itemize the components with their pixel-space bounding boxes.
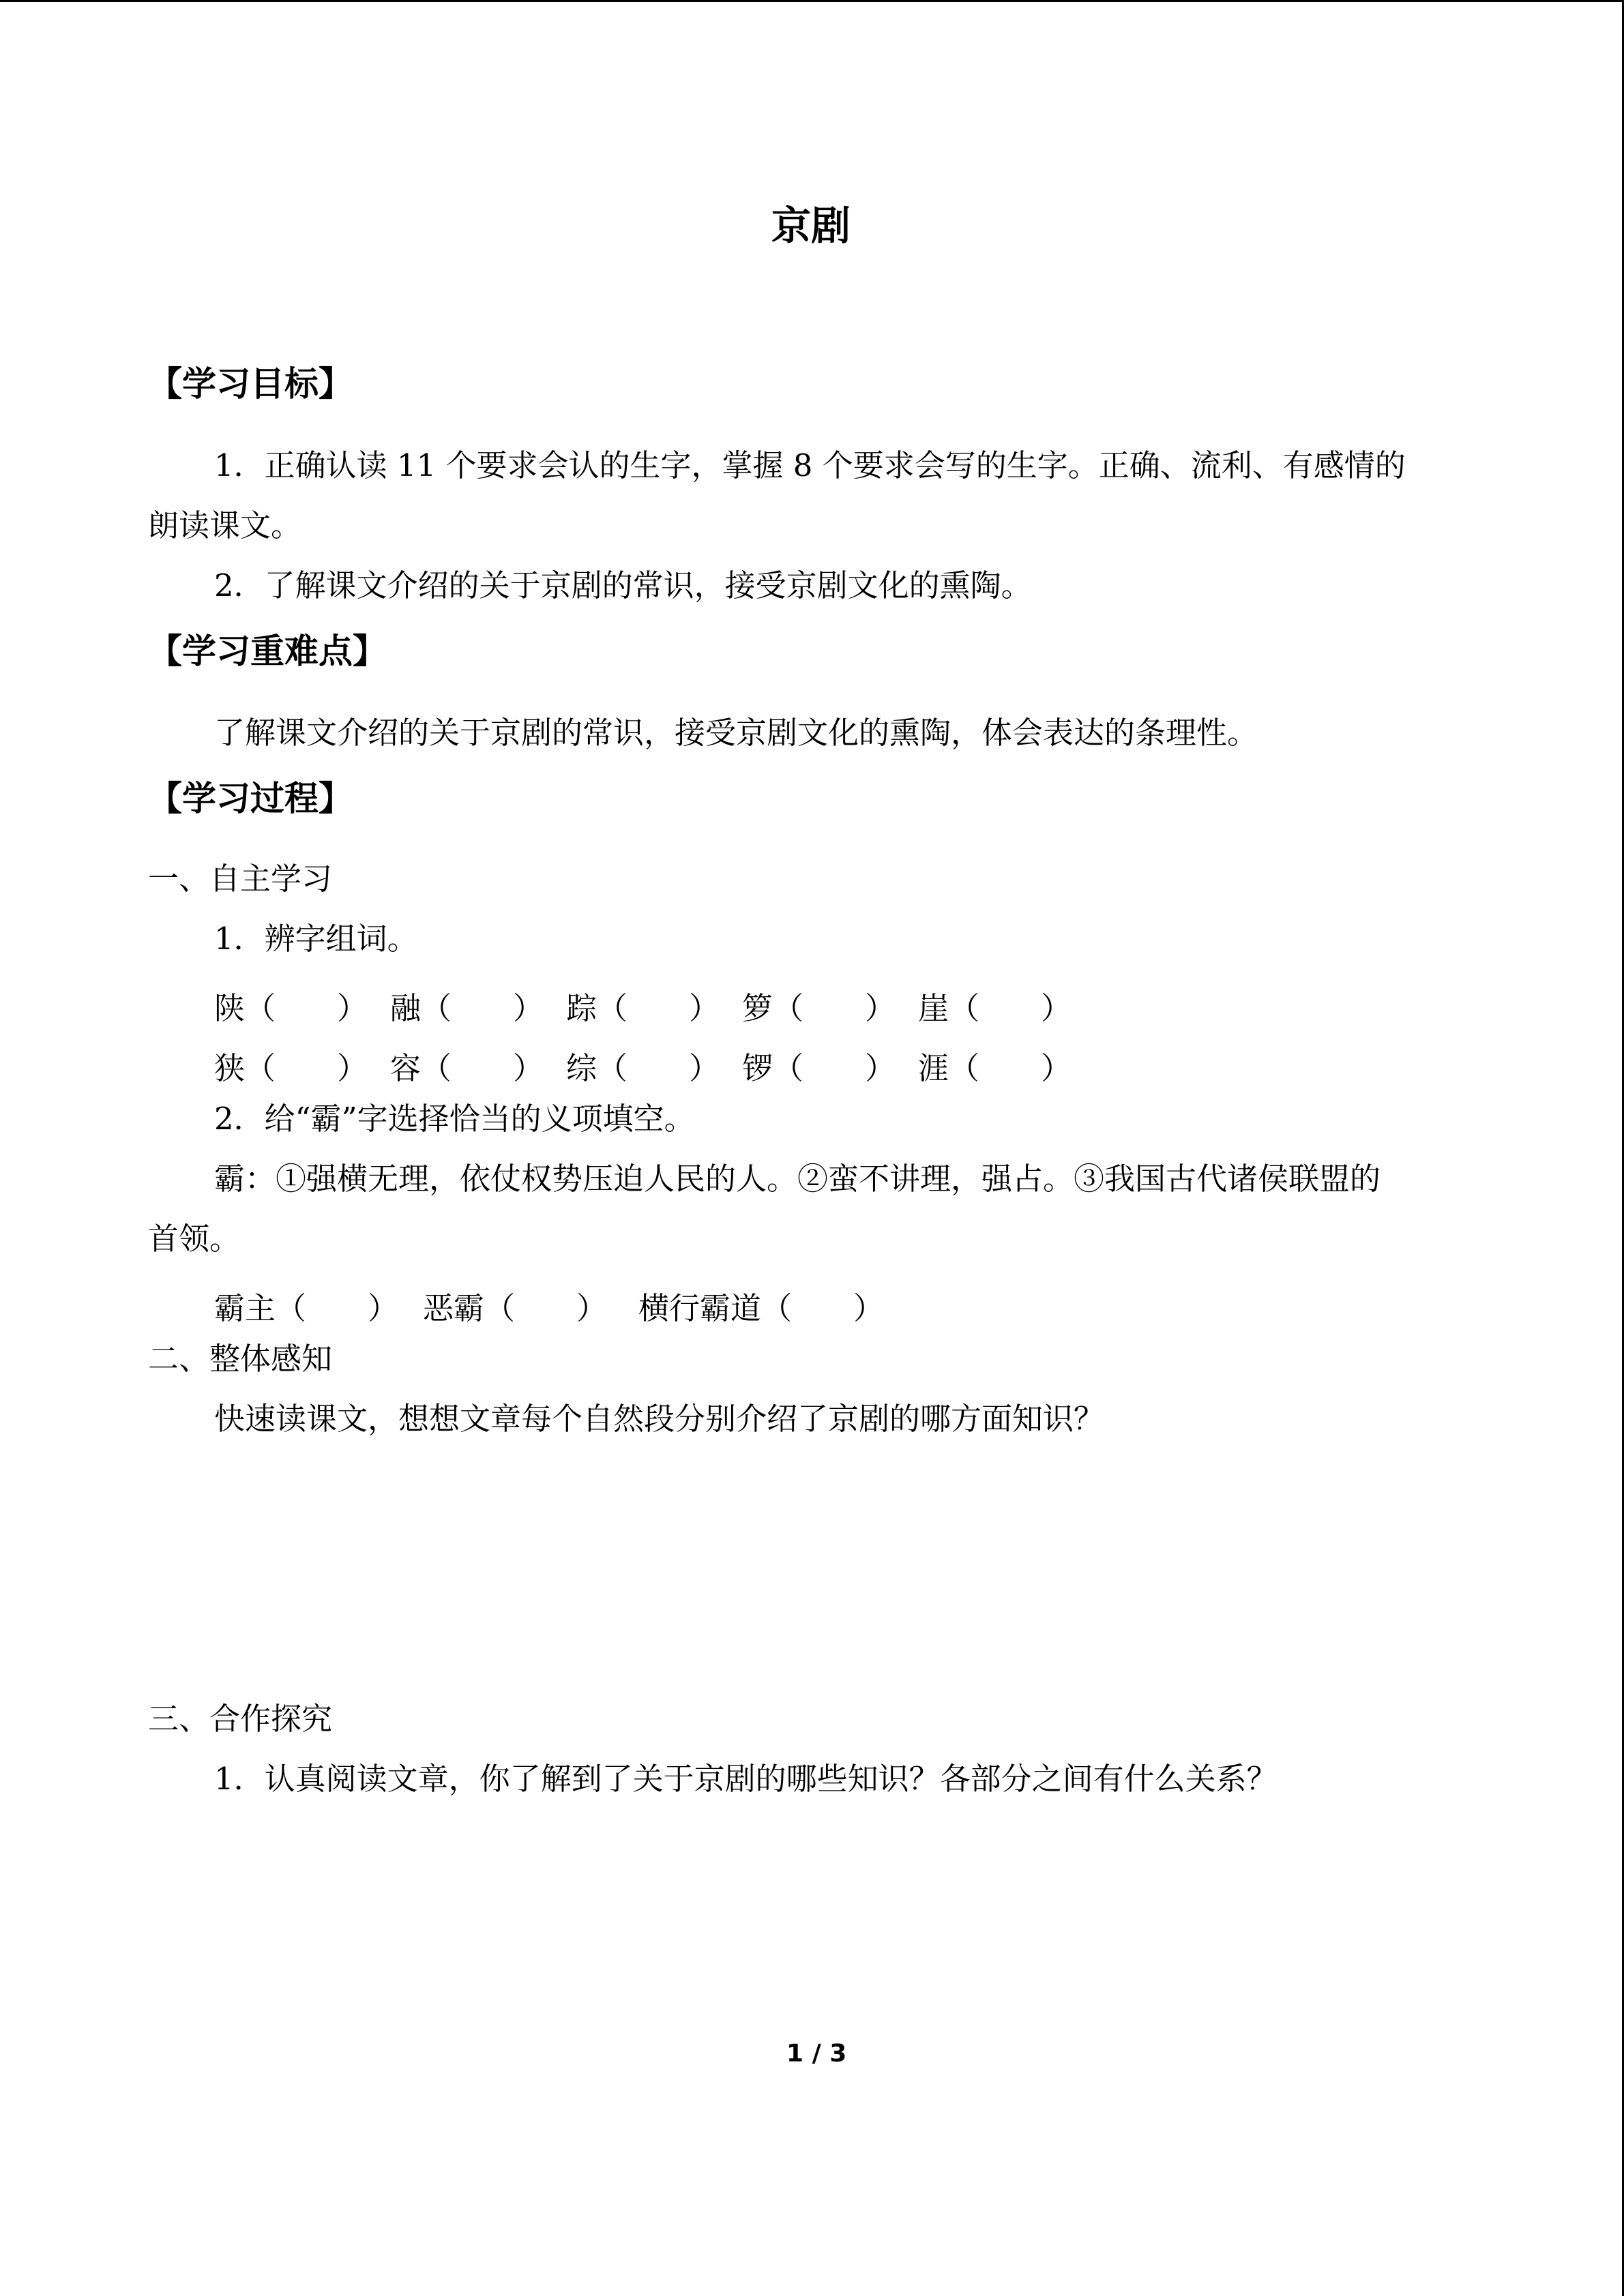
- word-blanks-row-1: [214, 983, 1094, 1028]
- goal-2: 2．了解课文介绍的关于京剧的常识，接受京剧文化的熏陶。: [214, 567, 1032, 603]
- process-heading: 【学习过程】: [148, 779, 353, 818]
- word-blank: 锣（ ）: [742, 1050, 896, 1086]
- key-points-text: 了解课文介绍的关于京剧的常识，接受京剧文化的熏陶，体会表达的条理性。: [214, 715, 1258, 751]
- question-1: 1．辨字组词。: [214, 921, 418, 957]
- meaning-blank: 恶霸（ ）: [423, 1290, 608, 1326]
- word-blank: 狭（ ）: [214, 1050, 368, 1086]
- word-blank: 陕（ ）: [214, 990, 368, 1026]
- word-blank: 融（ ）: [390, 990, 544, 1026]
- part-2-text: 快速读课文，想想文章每个自然段分别介绍了京剧的哪方面知识？: [214, 1401, 1105, 1437]
- meaning-blank: 横行霸道（ ）: [638, 1290, 885, 1326]
- question-2-definition-line-1: 霸：①强横无理，依仗权势压迫人民的人。②蛮不讲理，强占。③我国古代诸侯联盟的: [214, 1161, 1381, 1197]
- word-blanks-row-2: [214, 1043, 1094, 1088]
- question-2-blanks: [214, 1283, 884, 1328]
- part-3-question-1: 1．认真阅读文章，你了解到了关于京剧的哪些知识？各部分之间有什么关系？: [214, 1761, 1278, 1797]
- page-top-border: [0, 0, 1624, 2]
- document-title: 京剧: [771, 203, 851, 249]
- question-2: 2．给“霸”字选择恰当的义项填空。: [214, 1101, 695, 1137]
- word-blank: 踪（ ）: [566, 990, 720, 1026]
- goals-heading: 【学习目标】: [148, 364, 353, 404]
- part-1-title: 一、自主学习: [148, 861, 333, 897]
- part-2-title: 二、整体感知: [148, 1341, 333, 1377]
- meaning-blank: 霸主（ ）: [214, 1290, 399, 1326]
- key-points-heading: 【学习重难点】: [148, 631, 387, 671]
- word-blank: 崖（ ）: [918, 990, 1072, 1026]
- page-number: 1 / 3: [786, 2040, 847, 2068]
- word-blank: 箩（ ）: [742, 990, 896, 1026]
- goal-1-line-1: 1．正确认读 11 个要求会认的生字，掌握 8 个要求会写的生字。正确、流利、有感情的: [214, 447, 1406, 483]
- question-2-definition-line-2: 首领。: [148, 1221, 241, 1257]
- word-blank: 容（ ）: [390, 1050, 544, 1086]
- word-blank: 综（ ）: [566, 1050, 720, 1086]
- part-3-title: 三、合作探究: [148, 1701, 333, 1737]
- word-blank: 涯（ ）: [918, 1050, 1072, 1086]
- goal-1-line-2: 朗读课文。: [148, 507, 302, 543]
